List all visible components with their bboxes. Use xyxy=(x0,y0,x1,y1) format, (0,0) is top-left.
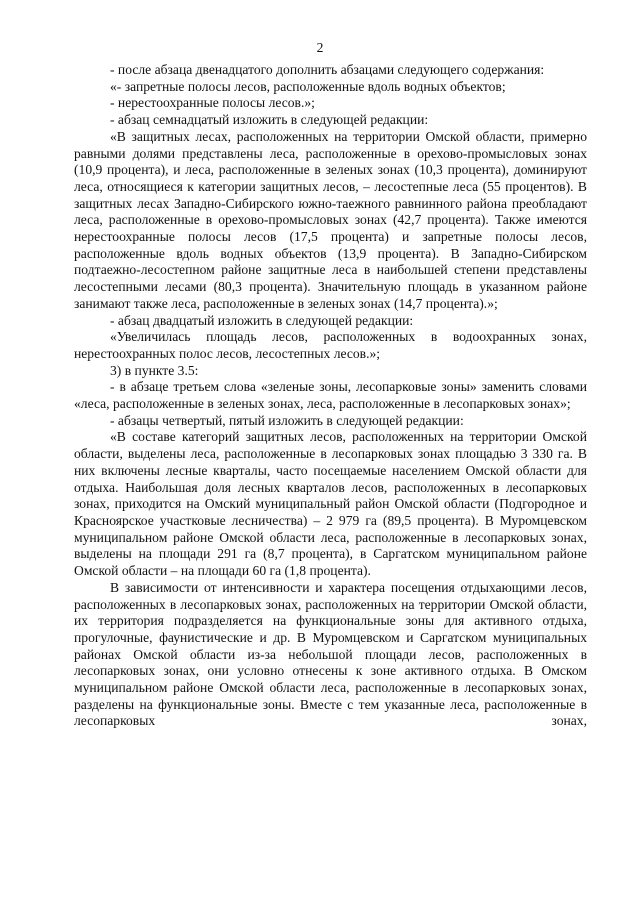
paragraph-amend-after-twelfth: - после абзаца двенадцатого дополнить абзацами следующего содержания: xyxy=(110,62,545,77)
paragraph-amend-twentieth: - абзац двадцатый изложить в следующей редакции: xyxy=(110,312,414,328)
paragraph-area-increase: «Увеличилась площадь лесов, расположенных в водоохранных зонах, нерестоохранных полос лесов, лесостепных лесов.»; xyxy=(74,329,587,361)
paragraph-spawning-strips: - нерестоохранные полосы лесов.»; xyxy=(110,95,315,111)
paragraph-amend-fourth-fifth: - абзацы четвертый, пятый изложить в следующей редакции: xyxy=(110,412,464,428)
paragraph-forest-park-zones: «В составе категорий защитных лесов, расположенных на территории Омской области, выделены леса, расположенные в лесопарковых зонах площадью 3 330 га. В них включены лесные кварталы, часто посещаемые населением Омской области для отдыха. Наибольшая доля лесных кварталов лесов, расположенных в лесопарковых зонах, приходится на Омский муниципальный район Омской области (Подгородное и Красноярское участковые лесничества) – 2 979 га (89,5 процента). В Муромцевском муниципальном районе Омской области леса, расположенные в лесопарковых зонах, выделены на площади 291 га (8,7 процента), в Саргатском муниципальном районе Омской области – на площади 60 га (1,8 процента). xyxy=(74,429,587,579)
page-number: 2 xyxy=(316,40,324,55)
paragraph-amend-seventeenth: - абзац семнадцатый изложить в следующей редакции: xyxy=(110,112,429,128)
document-body xyxy=(74,62,587,730)
paragraph-forbidden-strips: «- запретные полосы лесов, расположенные вдоль водных объектов; xyxy=(110,78,506,94)
paragraph-functional-zones: В зависимости от интенсивности и характера посещения отдыхающими лесов, расположенных в лесопарковых зонах, расположенных на территории Омской области, их территория подразделяется на функциональные зоны для активного отдыха, прогулочные, фаунистические и др. В Муромцевском и Саргатском муниципальных районах Омской области из-за небольшой площади лесов, расположенных в лесопарковых зонах, они условно отнесены к зоне активного отдыха. В Омском муниципальном районе Омской области леса, расположенные в лесопарковых зонах, разделены на функциональные зоны. Вместе с тем указанные леса, расположенные в лесопарковых зонах, xyxy=(74,579,587,729)
paragraph-protective-forests: «В защитных лесах, расположенных на территории Омской области, примерно равными долями представлены леса, расположенные в орехово-промысловых зонах (10,9 процента), и леса, расположенные в зеленых зонах (10,3 процента), доминируют леса, относящиеся к категории защитных лесов, – лесостепные леса (55 процентов). В защитных лесах Западно-Сибирского южно-таежного равнинного района преобладают леса, расположенные в орехово-промысловых зонах (42,7 процента). Также имеются нерестоохранные полосы лесов (17,5 процента) и запретные полосы лесов, расположенные вдоль водных объектов (13,9 процента). В Западно-Сибирском подтаежно-лесостепном районе защитные леса в наибольшей степени представлены лесостепными лесами (80,3 процента). Значительную площадь в указанном районе занимают также леса, расположенные в зеленых зонах (14,7 процента).»; xyxy=(74,128,587,311)
paragraph-clause-3-5: 3) в пункте 3.5: xyxy=(110,362,199,378)
paragraph-replace-words: - в абзаце третьем слова «зеленые зоны, лесопарковые зоны» заменить словами «леса, расположенные в зеленых зонах, леса, расположенные в лесопарковых зонах»; xyxy=(74,379,587,412)
